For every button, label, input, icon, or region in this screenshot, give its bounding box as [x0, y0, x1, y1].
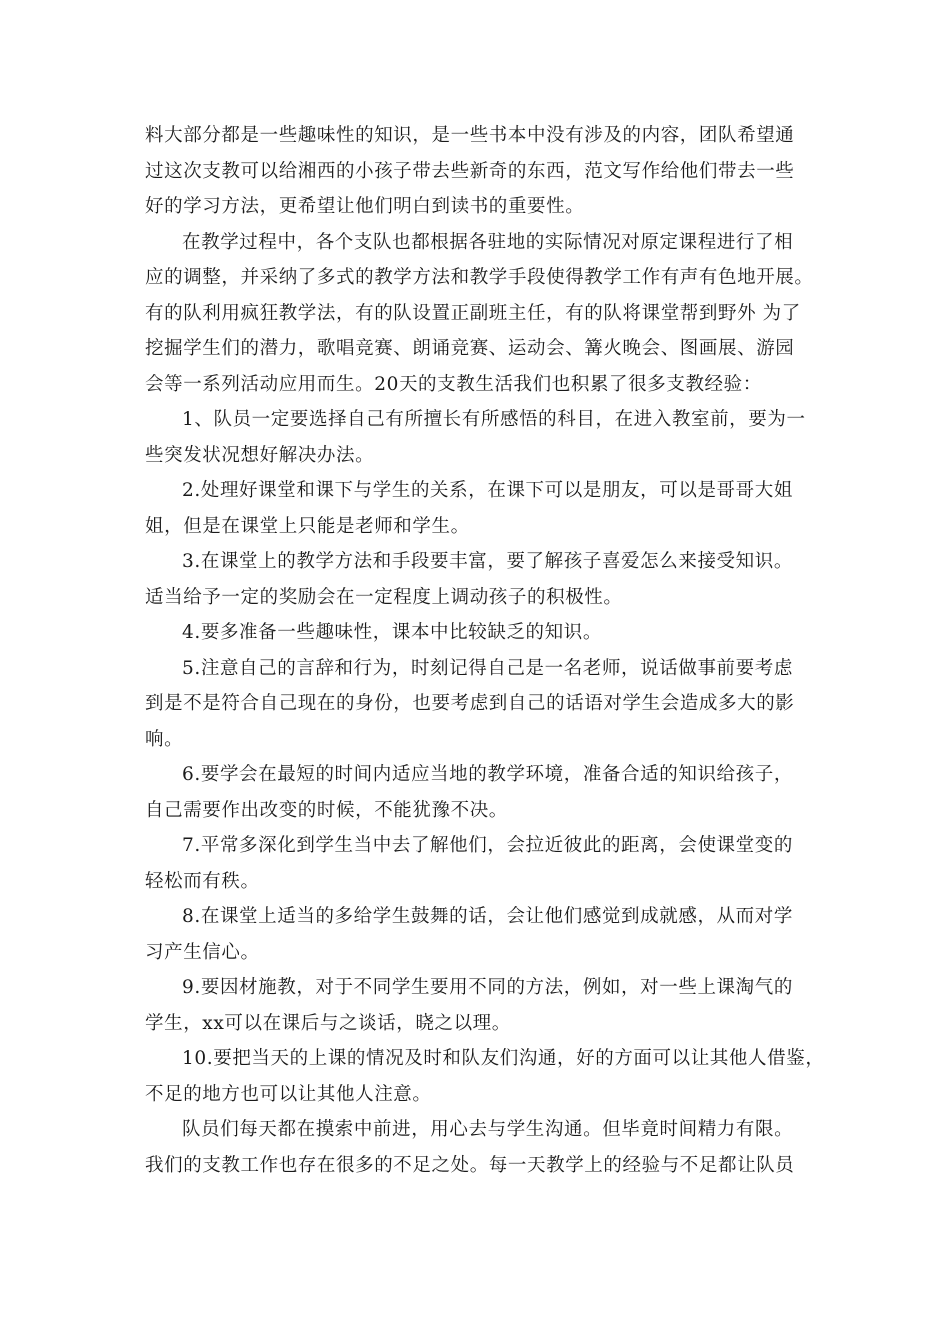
text-line: 挖掘学生们的潜力，歌唱竞赛、朗诵竞赛、运动会、篝火晚会、图画展、游园: [145, 338, 795, 359]
text-line: 些突发状况想好解决办法。: [145, 444, 375, 466]
text-line: 应的调整，并采纳了多式的教学方法和教学手段使得教学工作有声有色地开展。: [145, 267, 814, 288]
text-line: 6.要学会在最短的时间内适应当地的教学环境，准备合适的知识给孩子，: [182, 764, 793, 785]
paragraph-shortcomings: [145, 1112, 813, 1183]
text-line: 4.要多准备一些趣味性，课本中比较缺乏的知识。: [182, 622, 602, 643]
text-line: 10.要把当天的上课的情况及时和队友们沟通，好的方面可以让其他人借鉴，: [182, 1048, 825, 1069]
text-line: 习产生信心。: [145, 941, 260, 963]
paragraph-tip-8: [145, 899, 813, 970]
text-line: 有的队利用疯狂教学法，有的队设置正副班主任，有的队将课堂帮到野外 为了: [145, 302, 801, 324]
paragraph-tip-9: [145, 970, 813, 1041]
text-line: 9.要因材施教，对于不同学生要用不同的方法，例如，对一些上课淘气的: [182, 977, 793, 998]
text-line: 过这次支教可以给湘西的小孩子带去些新奇的东西，范文写作给他们带去一些: [145, 160, 795, 182]
paragraph-tip-10: [145, 1041, 825, 1112]
text-line: 不足的地方也可以让其他人注意。: [145, 1083, 432, 1105]
text-line: 自己需要作出改变的时候，不能犹豫不决。: [145, 799, 508, 821]
text-line: 到是不是符合自己现在的身份，也要考虑到自己的话语对学生会造成多大的影: [145, 693, 795, 714]
text-line: 5.注意自己的言辞和行为，时刻记得自己是一名老师，说话做事前要考虑: [182, 657, 793, 679]
text-line: 适当给予一定的奖励会在一定程度上调动孩子的积极性。: [145, 586, 623, 608]
text-line: 队员们每天都在摸索中前进，用心去与学生沟通。但毕竟时间精力有限。: [182, 1119, 794, 1140]
text-line: 姐，但是在课堂上只能是老师和学生。: [145, 515, 470, 537]
text-line: 学生，xx可以在课后与之谈话，晓之以理。: [145, 1012, 511, 1034]
paragraph-teaching-process: [145, 225, 813, 403]
paragraph-tip-2: [145, 473, 813, 544]
text-line: 好的学习方法，更希望让他们明白到读书的重要性。: [145, 196, 585, 217]
paragraph-intro-continued: [145, 118, 813, 225]
document-body: [145, 118, 825, 1183]
text-line: 料大部分都是一些趣味性的知识，是一些书本中没有涉及的内容，团队希望通: [145, 125, 795, 146]
paragraph-tip-4: [145, 615, 813, 651]
text-line: 我们的支教工作也存在很多的不足之处。每一天教学上的经验与不足都让队员: [145, 1154, 795, 1176]
text-line: 响。: [145, 728, 184, 750]
text-line: 轻松而有秩。: [145, 870, 260, 892]
text-line: 8.在课堂上适当的多给学生鼓舞的话，会让他们感觉到成就感，从而对学: [182, 906, 793, 927]
paragraph-tip-3: [145, 544, 813, 615]
text-line: 2.处理好课堂和课下与学生的关系，在课下可以是朋友，可以是哥哥大姐: [182, 480, 793, 501]
text-line: 1、队员一定要选择自己有所擅长有所感悟的科目，在进入教室前，要为一: [182, 409, 806, 430]
paragraph-tip-6: [145, 757, 813, 828]
text-line: 3.在课堂上的教学方法和手段要丰富，要了解孩子喜爱怎么来接受知识。: [182, 551, 793, 572]
paragraph-tip-7: [145, 828, 813, 899]
paragraph-tip-1: [145, 402, 813, 473]
text-line: 会等一系列活动应用而生。20天的支教生活我们也积累了很多支教经验：: [145, 373, 762, 395]
paragraph-tip-5: [145, 651, 813, 758]
text-line: 在教学过程中，各个支队也都根据各驻地的实际情况对原定课程进行了相: [182, 231, 794, 253]
text-line: 7.平常多深化到学生当中去了解他们，会拉近彼此的距离，会使课堂变的: [182, 835, 793, 856]
